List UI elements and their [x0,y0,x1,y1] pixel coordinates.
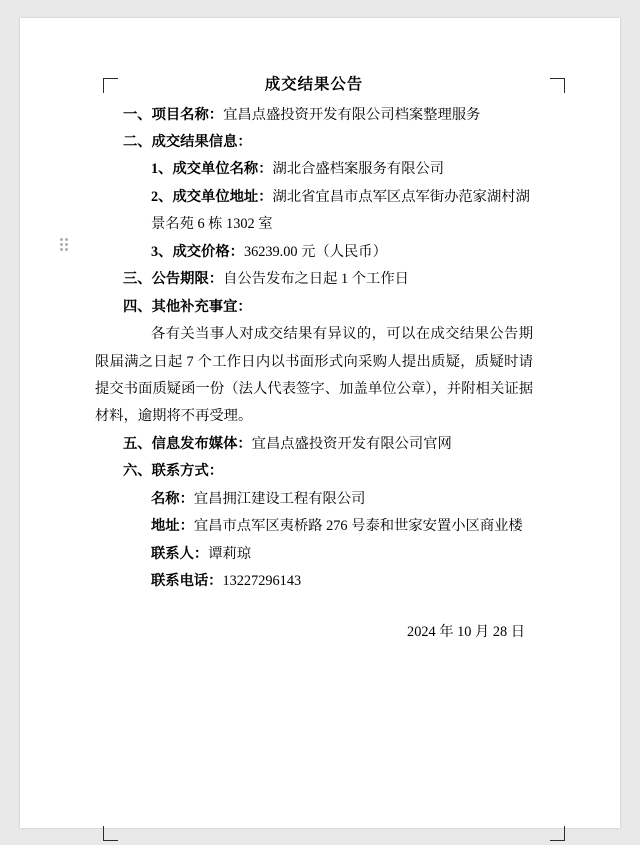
document-body [95,70,533,647]
contact-person-label: 联系人： [151,545,209,562]
result-info-item-1-value: 湖北合盛档案服务有限公司 [272,161,445,178]
section-project-name-value: 宜昌点盛投资开发有限公司档案整理服务 [223,106,481,123]
section-contact-label: 六、联系方式： [123,463,224,480]
result-info-item-2-label: 2、成交单位地址： [151,188,273,205]
contact-name-value: 宜昌拥江建设工程有限公司 [193,490,366,507]
page-title: 成交结果公告 [264,76,364,93]
contact-person [95,541,533,568]
crop-mark-bottom-right [550,826,565,841]
section-result-info-label: 二、成交结果信息： [123,134,252,151]
result-info-item-1-label: 1、成交单位名称： [151,161,273,178]
result-info-item-2 [95,184,533,239]
contact-address [95,513,533,540]
section-other-matters-paragraph: 各有关当事人对成交结果有异议的，可以在成交结果公告期限届满之日起 7 个工作日内以书面形式向采购人提出质疑，质疑时请提交书面质疑函一份（法人代表签字、加盖单位公章），并附相关证据材料，逾期将不再受理。 [95,326,533,425]
section-other-matters-label: 四、其他补充事宜： [123,298,252,315]
document-date: 2024 年 10 月 28 日 [407,624,525,641]
section-announcement-period-label: 三、公告期限： [123,271,224,288]
contact-name [95,486,533,513]
result-info-item-3-label: 3、成交价格： [151,243,244,260]
contact-phone [95,568,533,595]
result-info-item-3 [95,239,533,266]
section-publish-media-label: 五、信息发布媒体： [123,435,252,452]
result-info-item-3-value: 36239.00 元（人民币） [243,243,387,260]
section-publish-media-value: 宜昌点盛投资开发有限公司官网 [251,435,452,452]
contact-address-value: 宜昌市点军区夷桥路 276 号泰和世家安置小区商业楼 [193,518,523,535]
contact-name-label: 名称： [151,490,194,507]
contact-phone-value: 13227296143 [222,573,302,590]
crop-mark-bottom-left [103,826,118,841]
crop-mark-top-right [550,78,565,93]
contact-address-label: 地址： [151,518,194,535]
section-announcement-period [95,266,533,293]
contact-phone-label: 联系电话： [151,573,223,590]
result-info-item-2-value: 湖北省宜昌市点军区点军街办范家湖村湖景名苑 6 栋 1302 室 [151,188,530,233]
drag-handle-icon[interactable] [60,238,69,256]
section-publish-media [95,431,533,458]
result-info-item-1 [95,156,533,183]
section-announcement-period-value: 自公告发布之日起 1 个工作日 [223,271,409,288]
contact-person-value: 谭莉琼 [208,545,252,562]
section-project-name-label: 一、项目名称： [123,106,224,123]
section-project-name [95,102,533,129]
